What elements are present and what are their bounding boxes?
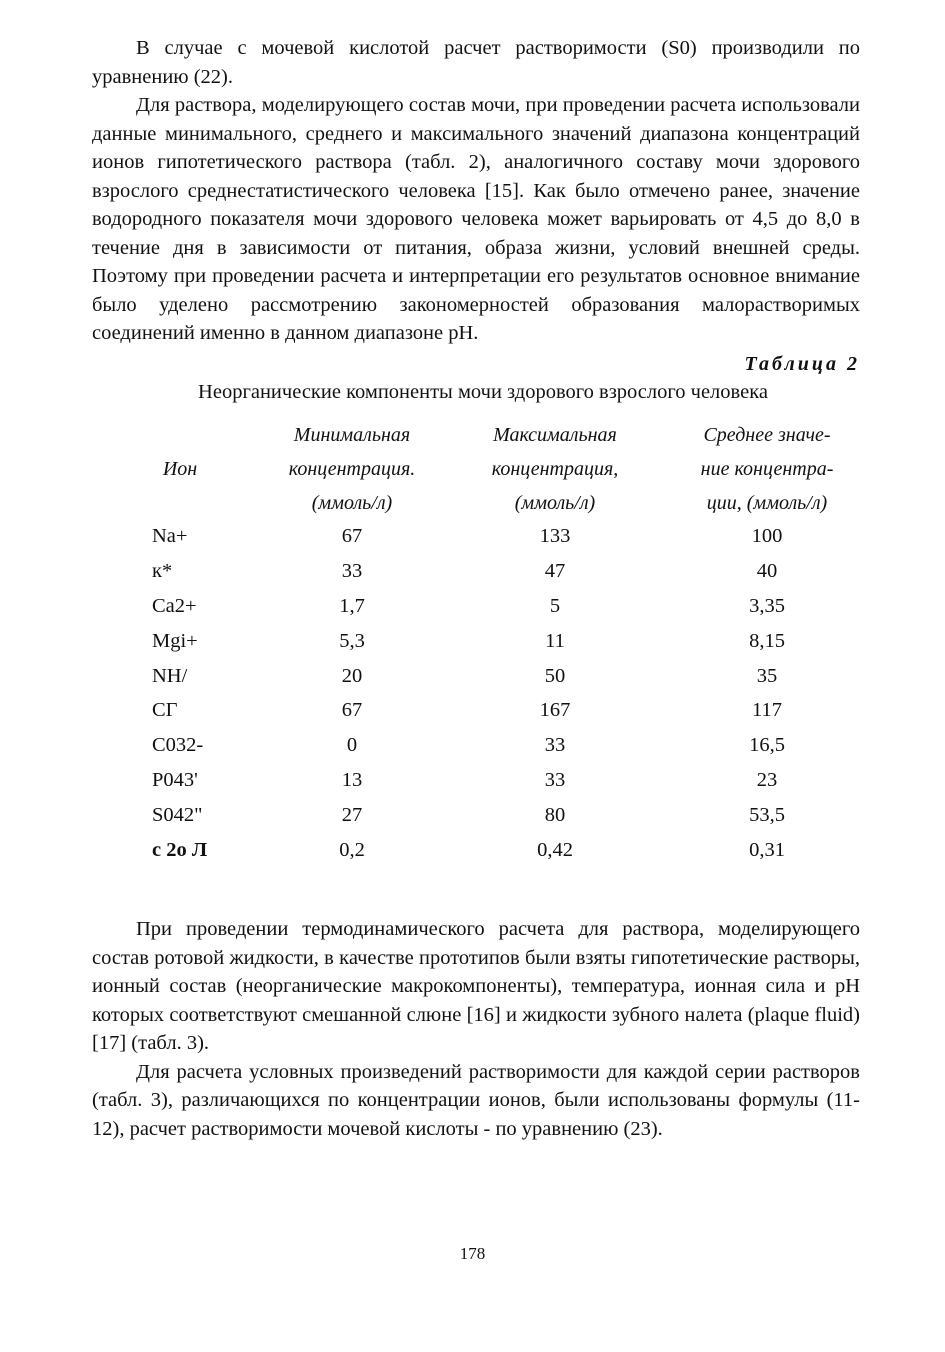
- cell-min: 67: [341, 699, 363, 722]
- cell-avg: 23: [756, 768, 778, 791]
- cell-ion: Mgi+: [152, 629, 198, 652]
- cell-avg: 53,5: [749, 803, 785, 826]
- header-max-line3: (ммоль/л): [514, 491, 596, 514]
- cell-ion: СГ: [152, 699, 178, 722]
- header-max: [436, 418, 674, 520]
- cell-avg: 0,31: [749, 838, 785, 861]
- header-min: [268, 418, 436, 520]
- cell-min: 20: [341, 664, 363, 687]
- ion-concentration-table: [92, 418, 860, 868]
- cell-avg: 40: [756, 560, 778, 583]
- table-row: [92, 833, 860, 868]
- paragraph-solubility-uric-acid: В случае с мочевой кислотой расчет растворимости (S0) производили по уравнению (22).: [92, 37, 860, 88]
- header-ion-label: Ион: [162, 457, 198, 480]
- cell-max: 47: [544, 560, 566, 583]
- cell-ion: с 2о Л: [152, 838, 208, 861]
- cell-avg: 3,35: [749, 594, 785, 617]
- table-title: Неорганические компоненты мочи здорового взрослого человека: [198, 380, 768, 403]
- cell-max: 33: [544, 734, 566, 757]
- header-avg-line3: ции, (ммоль/л): [706, 491, 828, 514]
- cell-avg: 16,5: [749, 734, 785, 757]
- cell-max: 133: [539, 525, 571, 548]
- paragraph-oral-fluid: При проведении термодинамического расчета для раствора, моделирующего состав ротовой жидкости, в качестве прототипов были взяты гипотетические растворы, ионный состав (неорганические макрокомпоненты), температура, ионная сила и pH которых соответствуют смешанной слюне [16] и жидкости зубного налета (plaque fluid) [17] (табл. 3).: [92, 918, 860, 1055]
- table-row: [92, 624, 860, 659]
- page-number: 178: [459, 1244, 486, 1263]
- cell-min: 27: [341, 803, 363, 826]
- cell-min: 0,2: [339, 838, 365, 861]
- cell-ion: к*: [152, 560, 173, 583]
- cell-ion: S042": [152, 803, 203, 826]
- cell-min: 33: [341, 560, 363, 583]
- cell-min: 1,7: [339, 594, 365, 617]
- cell-ion: С032-: [152, 734, 204, 757]
- table-row: [92, 763, 860, 798]
- header-max-line1: Максимальная: [493, 423, 617, 446]
- cell-max: 5: [549, 594, 561, 617]
- cell-avg: 8,15: [749, 629, 785, 652]
- header-avg-line2: ние концентра-: [700, 457, 834, 480]
- cell-min: 5,3: [339, 629, 365, 652]
- header-max-line2: концентрация,: [491, 457, 619, 480]
- cell-max: 80: [544, 803, 566, 826]
- paragraph-urine-model: Для раствора, моделирующего состав мочи, при проведении расчета использовали данные минимального, среднего и максимального значений диапазона концентраций ионов гипотетического раствора (табл. 2), аналогичного составу мочи здорового взрослого среднестатистического человека [15]. Как было отмечено ранее, значение водородного показателя мочи здорового человека может варьировать от 4,5 до 8,0 в течение дня в зависимости от питания, образа жизни, условий внешней среды. Поэтому при проведении расчета и интерпретации его результатов основное внимание было уделено рассмотрению закономерностей образования малорастворимых соединений именно в данном диапазоне pH.: [92, 94, 860, 344]
- closing-section: [92, 915, 860, 1143]
- cell-ion: Ca2+: [152, 594, 197, 617]
- table-row: [92, 728, 860, 763]
- header-min-line2: концентрация.: [288, 457, 416, 480]
- header-ion: [92, 418, 268, 520]
- header-avg: [674, 418, 860, 520]
- paragraph-solubility-products: Для расчета условных произведений растворимости для каждой серии растворов (табл. 3), различающихся по концентрации ионов, были использованы формулы (11-12), расчет растворимости мочевой кислоты - по уравнению (23).: [92, 1060, 860, 1140]
- table-row: [92, 589, 860, 624]
- table-label: Таблица 2: [744, 352, 860, 375]
- header-avg-line1: Среднее значе-: [703, 423, 831, 446]
- cell-avg: 35: [756, 664, 778, 687]
- header-min-line1: Минимальная: [293, 423, 411, 446]
- cell-min: 0: [346, 734, 358, 757]
- cell-max: 50: [544, 664, 566, 687]
- cell-ion: Р043': [152, 768, 198, 791]
- cell-max: 33: [544, 768, 566, 791]
- table-row: [92, 693, 860, 728]
- table-row: [92, 520, 860, 555]
- cell-avg: 117: [752, 699, 782, 722]
- page-content: [92, 34, 860, 1143]
- cell-ion: Na+: [152, 525, 188, 548]
- cell-min: 67: [341, 525, 363, 548]
- table-row: [92, 798, 860, 833]
- table-row: [92, 554, 860, 589]
- cell-max: 0,42: [537, 838, 573, 861]
- cell-max: 11: [545, 629, 565, 652]
- cell-min: 13: [341, 768, 363, 791]
- cell-avg: 100: [751, 525, 783, 548]
- table-row: [92, 659, 860, 694]
- cell-ion: NH/: [152, 664, 188, 687]
- header-min-line3: (ммоль/л): [311, 491, 393, 514]
- cell-max: 167: [539, 699, 571, 722]
